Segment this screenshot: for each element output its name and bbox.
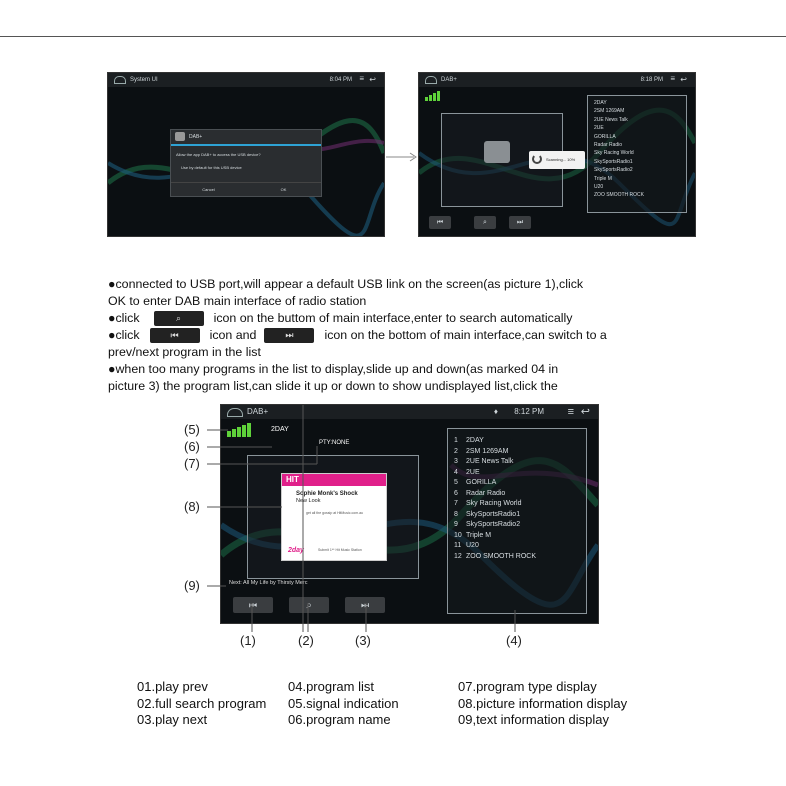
back-icon[interactable]: ↩: [369, 75, 376, 84]
list-item[interactable]: [454, 489, 586, 500]
screenshot-dab-scanning: [419, 73, 695, 236]
callout-6: (6): [184, 439, 200, 454]
radio-device-icon: [175, 132, 185, 141]
instruction-line: [108, 327, 683, 344]
top-divider: [0, 36, 786, 37]
play-prev-button[interactable]: ⏮: [429, 216, 451, 229]
list-item[interactable]: SkySportsRadio2: [594, 167, 633, 174]
instruction-text: ●click: [108, 328, 140, 342]
callout-4: (4): [506, 633, 522, 648]
signal-icon: [425, 91, 445, 101]
list-item[interactable]: [454, 541, 586, 552]
callout-8: (8): [184, 499, 200, 514]
arrow-icon: [384, 150, 420, 164]
status-title: System UI: [130, 77, 158, 83]
callout-9: (9): [184, 578, 200, 593]
list-item-label: Triple M: [466, 531, 492, 539]
list-item-number: 1: [454, 437, 458, 444]
list-item-label: SkySportsRadio1: [466, 510, 521, 518]
list-item-number: 12: [454, 552, 462, 560]
callout-3: (3): [355, 633, 371, 648]
slide-subtitle: New Look: [296, 498, 321, 504]
list-item-label: SkySportsRadio2: [466, 521, 521, 528]
list-item[interactable]: [454, 499, 586, 510]
list-item-number: 5: [454, 479, 458, 486]
callout-5: (5): [184, 422, 200, 437]
search-button[interactable]: ⌕: [289, 597, 329, 613]
legend-item: 04.program list: [288, 679, 374, 694]
radio-device-icon: [484, 141, 510, 163]
list-item-number: 3: [454, 458, 458, 465]
instruction-line: ●when too many programs in the list to display,slide up and down(as marked 04 in: [108, 362, 559, 376]
list-item[interactable]: Triple M: [594, 175, 612, 182]
ok-button[interactable]: OK: [246, 182, 321, 196]
play-prev-button[interactable]: ⏮: [233, 597, 273, 613]
list-item-label: 2UE: [466, 468, 480, 476]
cancel-button[interactable]: Cancel: [171, 182, 246, 196]
list-item-number: 10: [454, 531, 462, 539]
play-next-button[interactable]: ⏭: [509, 216, 531, 229]
play-prev-icon: ⏮: [150, 328, 200, 343]
list-item[interactable]: U20: [594, 184, 604, 191]
status-time: 8:12 PM: [514, 407, 544, 416]
legend-item: 07.program type display: [458, 679, 597, 694]
legend-item: 02.full search program: [137, 695, 267, 711]
scanning-text: Scanning... 10%: [546, 157, 576, 162]
instruction-text: icon and: [209, 328, 257, 342]
list-item[interactable]: [454, 468, 586, 479]
list-item-label: ZOO SMOOTH ROCK: [466, 552, 536, 560]
list-item-label: 2SM 1269AM: [466, 447, 509, 455]
status-title: DAB+: [441, 77, 457, 83]
play-next-icon: ⏭: [264, 328, 314, 343]
signal-indicator: [227, 423, 253, 437]
list-item-number: 6: [454, 489, 458, 497]
list-item-label: 2DAY: [466, 437, 484, 444]
back-icon[interactable]: ↩: [580, 406, 590, 418]
list-item[interactable]: 2UE: [594, 125, 604, 132]
dialog-title: DAB+: [171, 130, 321, 146]
callout-2: (2): [298, 633, 314, 648]
legend-item: 05.signal indication: [288, 695, 399, 711]
list-item[interactable]: [454, 478, 586, 489]
list-item-number: 9: [454, 521, 458, 528]
list-item-number: 2: [454, 447, 458, 455]
legend-item: 01.play prev: [137, 679, 208, 694]
list-item-label: 2UE News Talk: [466, 458, 514, 465]
list-item[interactable]: [454, 520, 586, 531]
instruction-line: OK to enter DAB main interface of radio station: [108, 294, 367, 308]
list-item[interactable]: [454, 510, 586, 521]
slide-logo: 2day: [288, 547, 304, 554]
instruction-text: icon on the buttom of main interface,enter to search automatically: [213, 311, 573, 325]
list-item[interactable]: SkySportsRadio1: [594, 158, 633, 165]
slide-footer: Submit 1** Hit Music Station: [318, 548, 362, 552]
list-item[interactable]: Radar Radio: [594, 142, 623, 149]
search-icon: ⌕: [154, 311, 204, 326]
list-item-label: Sky Racing World: [466, 500, 522, 507]
text-information: Next: All My Life by Thirsty Merc: [229, 580, 308, 586]
list-item-label: Radar Radio: [466, 489, 506, 497]
list-item[interactable]: [454, 531, 586, 542]
list-item[interactable]: [454, 436, 586, 447]
screenshot-usb-permission: [108, 73, 384, 236]
program-type: PTY:NONE: [319, 440, 350, 446]
back-icon[interactable]: ↩: [680, 75, 687, 84]
slideshow-picture: [281, 473, 387, 561]
instructions: [108, 276, 683, 395]
menu-icon[interactable]: ≡: [359, 74, 364, 83]
location-icon: ♦: [493, 407, 498, 416]
scanning-popup: [529, 151, 585, 169]
usb-permission-dialog: [170, 129, 322, 197]
legend-item: 09,text information display: [458, 712, 610, 727]
list-item-number: 7: [454, 500, 458, 507]
screenshot-dab-main: [221, 405, 598, 623]
list-item-number: 4: [454, 468, 458, 476]
callout-7: (7): [184, 456, 200, 471]
program-name: 2DAY: [271, 426, 289, 433]
list-item-label: GORILLA: [466, 479, 497, 486]
dialog-message: Allow the app DAB+ to access the USB device?: [176, 152, 261, 157]
menu-icon[interactable]: ≡: [567, 406, 574, 418]
instruction-text: ●click: [108, 311, 140, 325]
instruction-line: ●connected to USB port,will appear a default USB link on the screen(as picture 1),click: [108, 277, 584, 291]
status-time: 8:04 PM: [329, 77, 352, 83]
list-item[interactable]: [454, 447, 586, 458]
status-time: 8:18 PM: [640, 77, 663, 83]
menu-icon[interactable]: ≡: [670, 74, 675, 83]
default-checkbox-label[interactable]: Use by default for this USB device: [181, 165, 242, 170]
legend-item: 08.picture information display: [458, 695, 628, 711]
list-item-label: U20: [466, 542, 479, 549]
list-item[interactable]: 2SM 1269AM: [594, 108, 625, 115]
program-list[interactable]: [587, 95, 687, 213]
instruction-line: prev/next program in the list: [108, 345, 261, 359]
instruction-text: icon on the bottom of main interface,can switch to a: [324, 328, 607, 342]
instruction-line: [108, 310, 683, 327]
slide-brand: HIT: [282, 474, 386, 486]
legend-column-2: [288, 679, 399, 729]
list-item[interactable]: GORILLA: [594, 133, 616, 140]
program-list[interactable]: [447, 428, 587, 614]
spinner-icon: [532, 154, 542, 164]
instruction-line: picture 3) the program list,can slide it up or down to show undisplayed list,click the: [108, 379, 558, 393]
slide-title: Sophie Monk's Shock: [296, 491, 358, 497]
list-item[interactable]: [454, 552, 586, 563]
play-next-button[interactable]: ⏭: [345, 597, 385, 613]
list-item[interactable]: Sky Racing World: [594, 150, 634, 157]
slide-link: get all the gossip at HitMusic.com.au: [306, 511, 363, 515]
list-item[interactable]: 2UE News Talk: [594, 116, 628, 123]
list-item[interactable]: 2DAY: [594, 100, 607, 106]
search-button[interactable]: ⌕: [474, 216, 496, 229]
legend-item: 03.play next: [137, 712, 208, 727]
list-item-number: 8: [454, 510, 458, 518]
callout-1: (1): [240, 633, 256, 648]
list-item[interactable]: [454, 457, 586, 468]
legend-item: 06.program name: [288, 712, 391, 727]
list-item[interactable]: ZOO SMOOTH ROCK: [594, 192, 644, 199]
legend-column-3: [458, 679, 627, 729]
status-title: DAB+: [247, 407, 269, 416]
legend-column-1: [137, 679, 266, 729]
list-item-number: 11: [454, 542, 462, 549]
